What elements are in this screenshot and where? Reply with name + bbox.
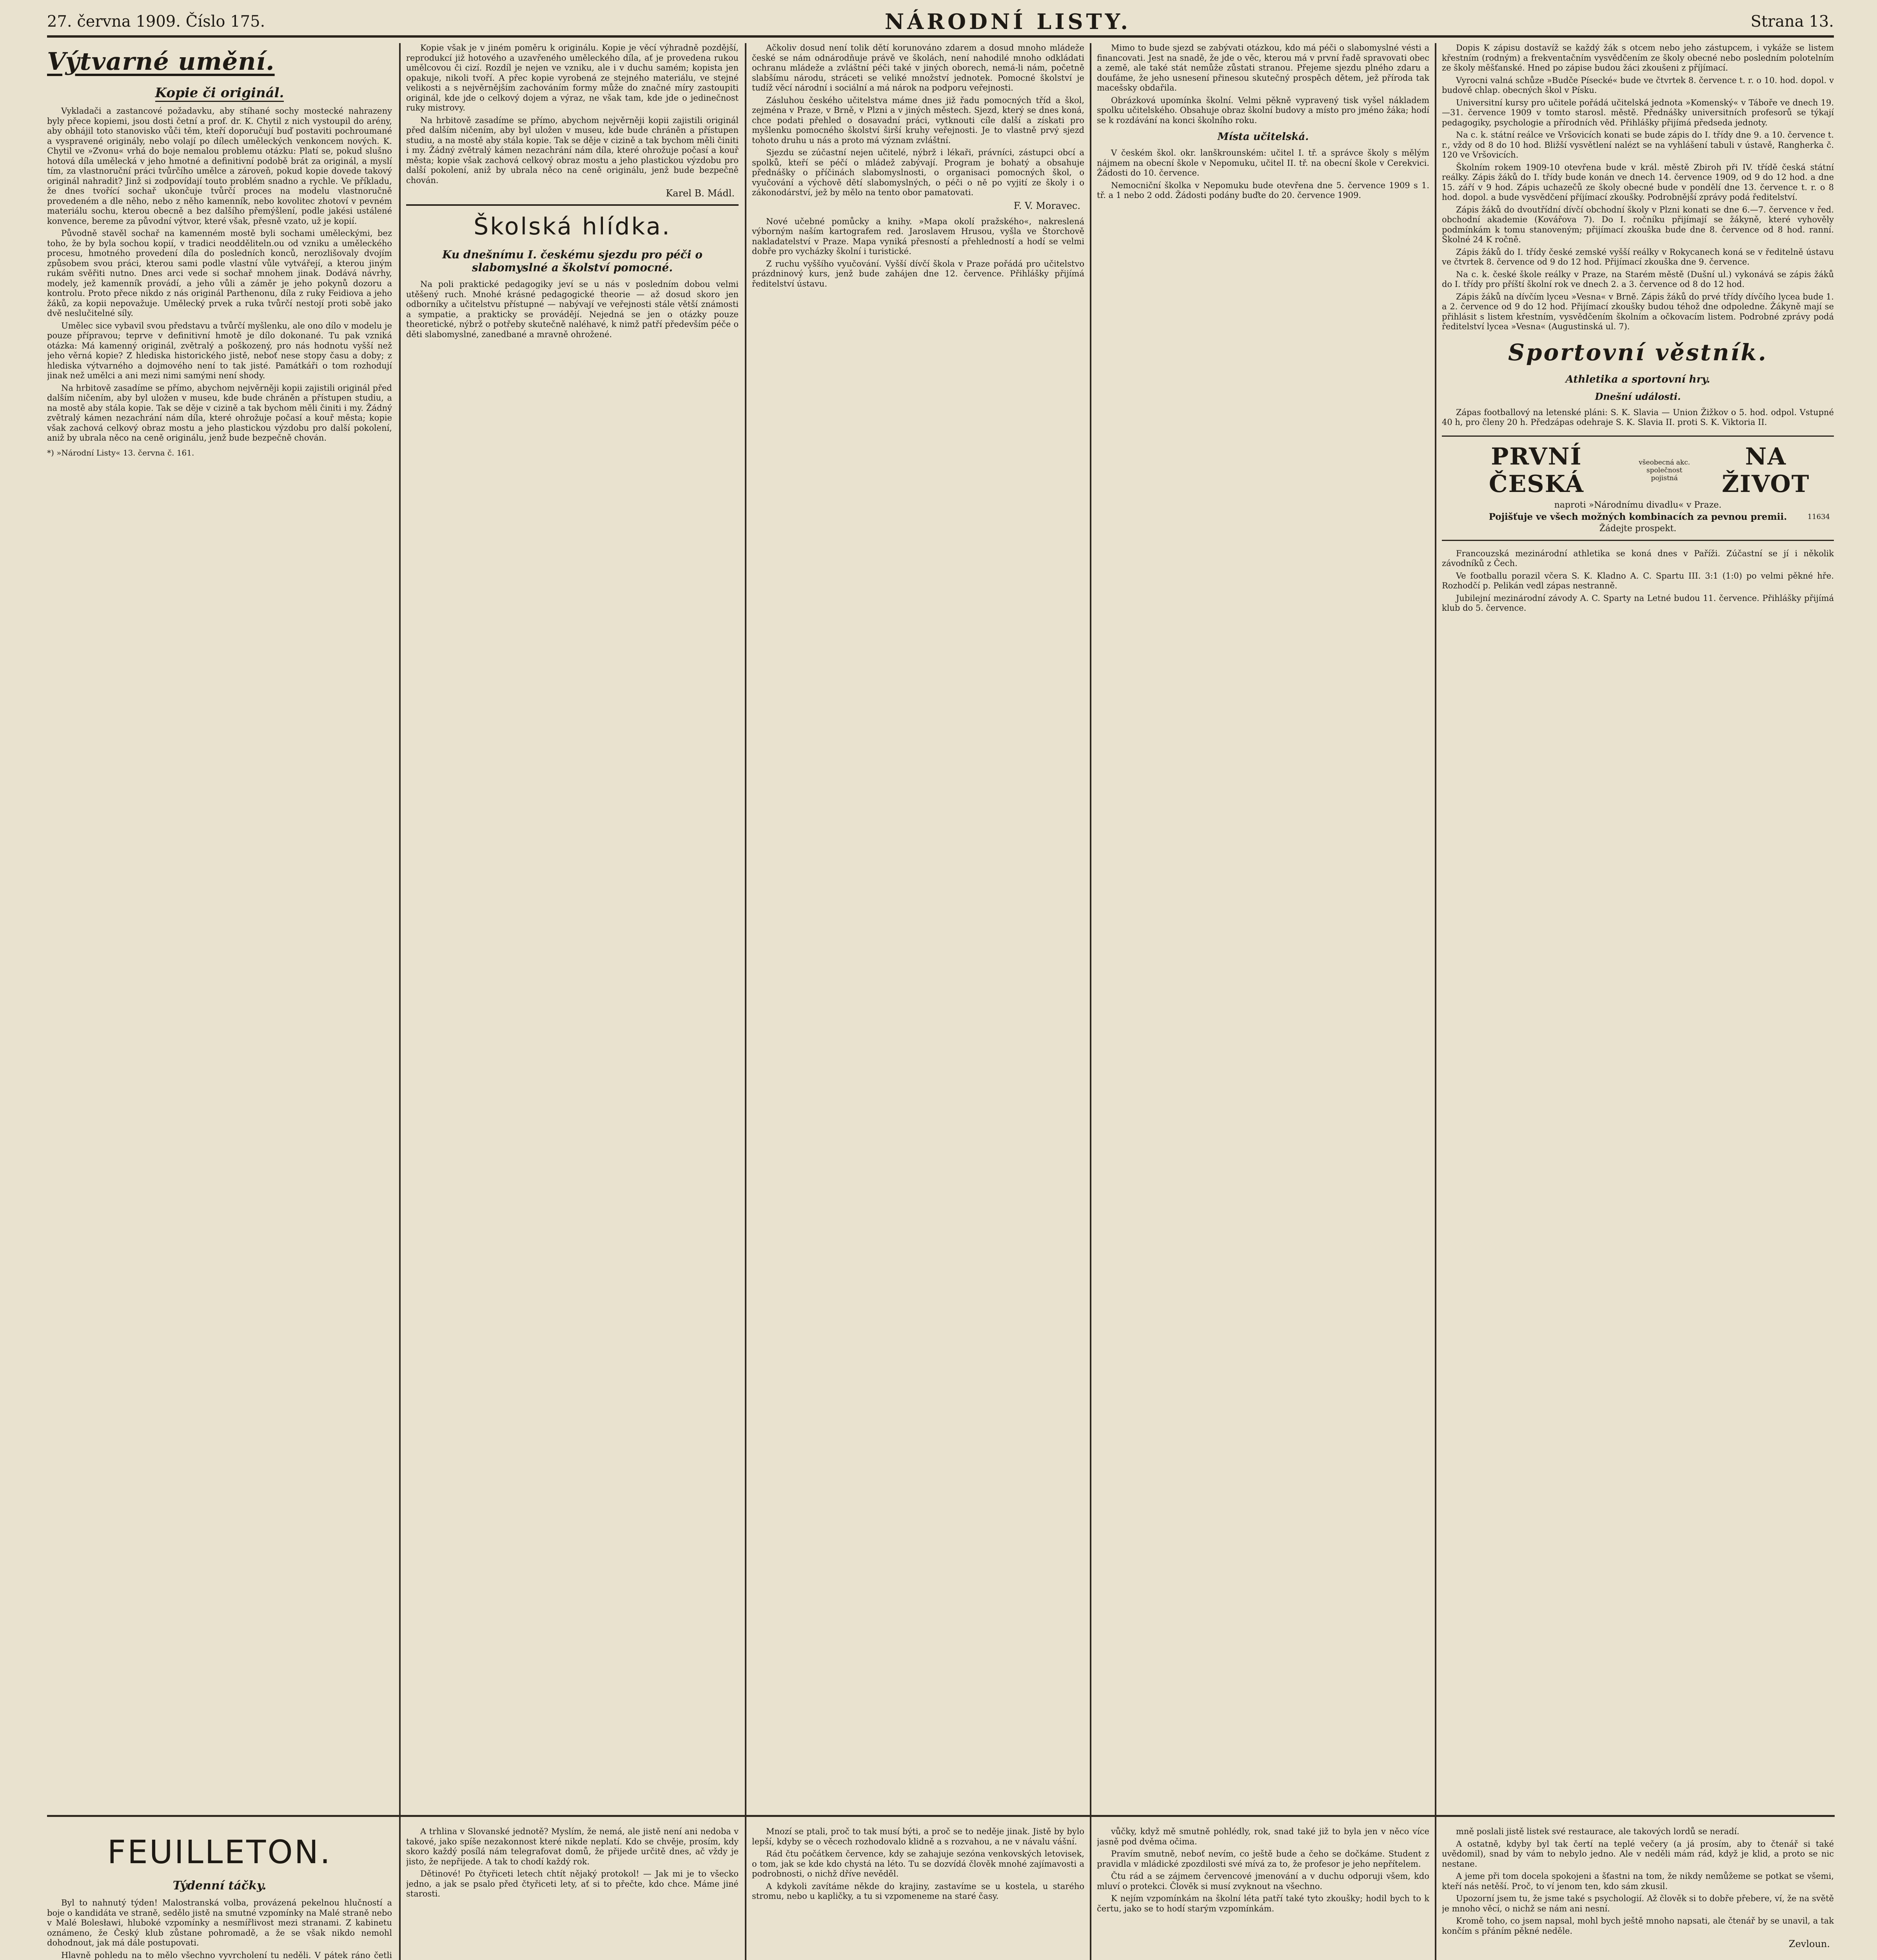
article-title: Kopie či originál. [47, 85, 392, 101]
page-header [47, 8, 1834, 38]
feuilleton-column-4 [1097, 1827, 1429, 1960]
ad-prospect: Žádejte prospekt. [1599, 523, 1677, 534]
paragraph: Zápis žáků na dívčím lyceu »Vesna« v Brně. Zápis žáků do prvé třídy dívčího lycea bude 1. a 2. července od 9 do 12 hod. Přijímací zkoušky budou téhož dne odpoledne. Žákyně mají se přihlásit s listem křestním, vysvědčením školním a očkovacím listem. Podrobné zprávy podá ředitelství lycea »Vesna« (Augustinská ul. 7). [1442, 292, 1834, 331]
paragraph: Kromě toho, co jsem napsal, mohl bych ještě mnoho napsati, ale čtenář by se unavil, a tak končím s přáním pěkné neděle. [1442, 1916, 1834, 1936]
column-announcements [1442, 43, 1834, 1807]
paragraph: Nemocniční školka v Nepomuku bude otevřena dne 5. července 1909 s 1. tř. a 1 nebo 2 odd. Žádosti podány buďte do 20. července 1909. [1097, 180, 1429, 200]
paragraph: Byl to nahnutý týden! Malostranská volba, provázená pekelnou hlučností a boje o kandidáta ve straně, sedělo jistě na smutné vzpomínky na Malé straně nebo v Malé Bolesławi, hluboké vzpomínky a nesmířlivost mezi stranami. Z kabinetu oznámeno, že Český klub zůstane pohromadě, a že se však nikdo nemohl dohodnout, jak má dále postupovati. [47, 1898, 392, 1947]
paragraph: Vyrocni valná schůze »Budče Písecké« bude ve čtvrtek 8. července t. r. o 10. hod. dopol. v budově chlap. obecných škol v Písku. [1442, 75, 1834, 95]
paragraph: Na c. k. české škole reálky v Praze, na Starém městě (Dušní ul.) vykonává se zápis žáků do I. třídy pro příští školní rok ve dnech 2. a 3. července od 8 do 12 hod. [1442, 269, 1834, 289]
school-section-title: Školská hlídka. [474, 213, 671, 240]
column-notes [1097, 43, 1429, 1807]
paragraph: Sjezdu se zúčastní nejen učitelé, nýbrž i lékaři, právníci, zástupci obcí a spolků, kteří se péčí o mládež zabývají. Program je bohatý a obsahuje přednášky o příčinách slabomyslnosti, o organisaci pomocných škol, o vyučování a výchově dětí slabomyslných, o péči o ně po vyjití ze školy i o zákonodárství, jež by mělo na tento obor pamatovati. [752, 148, 1084, 197]
footnote: *) »Národní Listy« 13. června č. 161. [47, 448, 194, 457]
signature: Karel B. Mádl. [666, 188, 735, 199]
ad-number: 11634 [1807, 512, 1830, 521]
paragraph: Upozorní jsem tu, že jsme také s psychologií. Až člověk si to dobře přebere, ví, že na světě je mnoho věcí, o nichž se nám ani nesní. [1442, 1894, 1834, 1913]
column-rule [399, 43, 401, 1960]
paragraph: Dětinové! Po čtyřiceti letech chtít nějaký protokol! — Jak mi je to všecko jedno, a jak se psalo před čtyřiceti lety, ať si to přečte, kdo chce. Máme jiné starosti. [406, 1869, 739, 1898]
paragraph: Čtu rád a se zájmem červencové jmenování a v duchu odporuji všem, kdo mluví o protekci. Člověk si musí zvyknout na všechno. [1097, 1871, 1429, 1891]
page-number: Strana 13. [1750, 13, 1834, 31]
paragraph: V českém škol. okr. lanškrounském: učitel I. tř. a správce školy s mělým nájmem na obecní škole v Nepomuku, učitel II. tř. na obecní škole v Cerekvici. Žádosti do 10. července. [1097, 148, 1429, 178]
feuilleton-column-3 [752, 1827, 1084, 1960]
sport-section-title: Sportovní věstník. [1508, 339, 1768, 366]
paragraph: A jeme při tom docela spokojeni a šťastni na tom, že nikdy nemůžeme se potkat se všemi, kteří nás netěší. Proč, to ví jenom ten, kdo sám zkusil. [1442, 1871, 1834, 1891]
paragraph: Umělec sice vybavil svou představu a tvůrčí myšlenku, ale ono dílo v modelu je pouze přípravou; teprve v definitivní hmotě je dílo dokonané. Tu pak vzniká otázka: Má kamenný originál, zvětralý a poškozený, pro nás hodnotu vyšší než jeho věrná kopie? Z hlediska historického jistě, neboť nese stopy času a doby; z hlediska výtvarného a dojmového není to tak jisté. Památkáři o tom rozhodují jinak než umělci a ani mezi nimi samými není shody. [47, 321, 392, 380]
ad-slogan: Pojišťuje ve všech možných kombinacích za pevnou premii. [1489, 511, 1787, 522]
paragraph: Universitní kursy pro učitele pořádá učitelská jednota »Komenský« v Táboře ve dnech 19.—31. července 1909 v tomto starosl. městě. Přednášky universitních profesorů se týkají pedagogiky, psychologie a přírodních věd. Přihlášky přijímá předseda jednoty. [1442, 98, 1834, 127]
ad-address: naproti »Národnímu divadlu« v Praze. [1554, 500, 1722, 510]
paragraph: mně poslali jistě listek své restaurace, ale takových lordů se neradí. [1456, 1827, 1739, 1836]
paragraph: Nové učebné pomůcky a knihy. »Mapa okolí pražského«, nakreslená výborným naším kartografem red. Jaroslavem Hrusou, vyšla ve Štorchově nakladatelství v Praze. Mapa vyniká přesností a přehledností a hodí se velmi dobře pro vycházky školní i turistické. [752, 216, 1084, 256]
paragraph: Francouzská mezinárodní athletika se koná dnes v Paříži. Zúčastní se jí i několik závodníků z Čech. [1442, 548, 1834, 568]
paragraph: Školním rokem 1909-10 otevřena bude v král. městě Zbiroh při IV. třídě česká státní reálky. Zápis žáků do I. třídy bude konán ve dnech 14. července 1909, od 9 do 12 hod. a dne 15. září v 9 hod. Zápis uchazečů ze školy obecné bude v pondělí dne 13. července t. r. o 8 hod. dopol. a bude vysvědčení příjímací zkoušky. Podrobnější zprávy podá ředitelství. [1442, 162, 1834, 202]
feuilleton-column-2 [406, 1827, 739, 1960]
paragraph: Jubilejní mezinárodní závody A. C. Sparty na Letné budou 11. července. Přihlášky přijímá klub do 5. července. [1442, 593, 1834, 613]
paragraph: Pravím smutně, neboť nevím, co ještě bude a čeho se dočkáme. Student z pravidla v mládické zpozdilosti své mívá za to, že profesor je jeho nepřítelem. [1097, 1849, 1429, 1869]
sport-subtitle: Athletika a sportovní hry. [1565, 373, 1710, 385]
paragraph: Mnozí se ptali, proč to tak musí býti, a proč se to neděje jinak. Jistě by bylo lepší, kdyby se o věcech rozhodovalo klidně a s rozvahou, a ne v návalu vášní. [752, 1827, 1084, 1846]
paragraph: Mimo to bude sjezd se zabývati otázkou, kdo má péči o slabomyslné vésti a financovati. Jest na snadě, že jde o věc, kterou má v první řadě spravovati obec a země, ale také stát nemůže zůstati stranou. Přejeme sjezdu plného zdaru a doufáme, že jeho usnesení přinesou skutečný prospěch dětem, jež příroda tak macešsky obdařila. [1097, 43, 1429, 93]
column-rule [745, 43, 746, 1960]
paragraph: A trhlina v Slovanské jednotě? Myslím, že nemá, ale jistě není ani nedoba v takové, jako spíše nezakonnost které nikde neplatí. Kdo se chvěje, prosím, kdy skoro každý posílá nám telegrafovat domů, že přijede určitě dnes, ač vždy je jisto, že nepřijede. A tak to chodí každý rok. [406, 1827, 739, 1866]
masthead-title: NÁRODNÍ LISTY. [884, 9, 1131, 34]
paragraph: A ostatně, kdyby byl tak čertí na teplé večery (a já prosím, aby to čtenář si také uvědomil), snad by vám to nebylo jedno. Ale v neděli mám rád, když je klid, a proto se nic nestane. [1442, 1839, 1834, 1869]
ad-small-text: všeobecná akc. společnost pojistná [1639, 458, 1690, 482]
paragraph: Dopis K zápisu dostavíž se každý žák s otcem nebo jeho zástupcem, i vykáže se listem křestním (rodným) a frekventačním vysvědčením ze školy obecné nebo posledním polotelním ze školy měšťanské. Hned po zápise budou žáci zkoušeni z příjímací. [1442, 43, 1834, 73]
paragraph: Původně stavěl sochař na kamenném mostě byli sochami uměleckými, bez toho, že by byla sochou kopií, v tradici neodděliteln.ou od vzniku a uměleckého procesu, hmotného provedení díla do posledních konců, nerozlišovaly dvojím způsobem svou práci, kterou sami podle vlastní vůle vytvářejí, a kterou jiným rukám svěřiti nutno. Dnes arci vede si sochař mnohem jinak. Dodává návrhy, modely, jež kamenník provádí, a jeho vůli a záměr je jeho pokynů dozoru a kontrolu. Proto přece nikdo z nás originál Parthenonu, díla z ruky Feidiova a jeho žáků, za kopii nepovažuje. Umělecký prvek a ruka tvůrčí nestojí proti sobě jako dvě neslučitelné síly. [47, 229, 392, 318]
section-title: Výtvarné umění. [47, 47, 275, 76]
feuilleton-column-1 [47, 1827, 392, 1960]
paragraph: Z ruchu vyššího vyučování. Vyšší dívčí škola v Praze pořádá pro učitelstvo prázdninový kurs, jenž bude zahájen dne 12. července. Přihlášky přijímá ředitelství ústavu. [752, 259, 1084, 289]
paragraph: Hlavně pohledu na to mělo všechno vyvrcholení tu neděli. V pátek ráno četli [61, 1950, 392, 1960]
paragraph: Na hrbitově zasadíme se přímo, abychom nejvěrněji kopii zajistili originál před dalším ničením, aby byl uložen v museu, kde bude chráněn a přístupen studiu, a na mostě aby stála kopie. Tak se děje v cizině a tak bychom měli činiti i my. Žádný zvětralý kámen nezachrání nám díla, které ohrožuje počasí a kouř města; kopie však zachová celkový obraz mostu a jeho plastickou výzdobu pro další pokolení, aniž by ubrala něco na ceně originálu, jenž bude bezpečně chován. [406, 115, 739, 185]
paragraph: Obrázková upomínka školní. Velmi pěkně vypravený tisk vyšel nákladem spolku učitelského. Obsahuje obraz školní budovy a místo pro jméno žáka; hodí se k rozdávání na konci školního roku. [1097, 95, 1429, 125]
paragraph: Zápas footballový na letenské pláni: S. K. Slavia — Union Žižkov o 5. hod. odpol. Vstupné 40 h, pro členy 20 h. Předzápas odehraje S. K. Slavia II. proti S. K. Viktoria II. [1442, 407, 1834, 427]
paragraph: Zápis žáků do dvoutřídní dívčí obchodní školy v Plzni konati se dne 6.—7. července v řed. obchodní akademie (Kovářova 7). Do I. ročníku přijímají se žákyně, které vyhověly podmínkám k tomu stanoveným; přijímací zkouška bude dne 8. července od 8 hod. ranní. Školné 24 K ročně. [1442, 205, 1834, 244]
paragraph: A kdykoli zavítáme někde do krajiny, zastavíme se u kostela, u starého stromu, nebo u kapličky, a tu si vzpomeneme na staré časy. [752, 1881, 1084, 1901]
teacher-posts-heading: Místa učitelská. [1217, 131, 1309, 143]
ad-headline-1: PRVNÍ ČESKÁ [1489, 443, 1584, 498]
paragraph: Vykladači a zastancové požadavku, aby stíhané sochy mostecké nahrazeny byly přece kopiemi, jsou dosti četní a prof. dr. K. Chytil z nich vystoupil do arény, aby obhájil toto stanovisko vůči těm, kteří doporučují buď postaviti pochroumané a vyspravené originály, nebo volají po dílech uměleckých venkoncem nových. K. Chytil ve »Zvonu« vrhá do boje nemalou problemu otázku: Platí se, pokud slušno hotová díla umělecká v jeho hmotné a definitivní podobě brát za originál, a myslí tím, za vlastnoruční práci tvůrčího umělce a zároveň, pokud kopie dovede takový originál nahradit? Jinž si zodpovídají touto problém snadno a rychle. Ve příkladu, že dnes tvořící sochař ukončuje tvůrčí proces na modelu vlastnoručně provedeném a dle něho, nebo z něho kamenník, nebo kovolitec zhotoví v pevném materiálu sochu, kterou obecně a bez dalšího přemýšlení, podle jakési ustálené konvence, bereme za původní výtvor, které však, přesně vzato, už je kopií. [47, 106, 392, 226]
school-article-title: Ku dnešnímu I. českému sjezdu pro péči o slabomyslné a školství pomocné. [442, 248, 703, 274]
column-rule [1435, 43, 1436, 1960]
signature: F. V. Moravec. [1013, 200, 1080, 211]
paragraph: Ve footballu porazil včera S. K. Kladno A. C. Spartu III. 3:1 (1:0) po velmi pěkné hře. Rozhodčí p. Pelikán vedl zápas nestranně. [1442, 571, 1834, 590]
feuilleton-rule [47, 1815, 1835, 1817]
paragraph: Na hrbitově zasadíme se přímo, abychom nejvěrněji kopii zajistili originál před dalším ničením, aby byl uložen v museu, kde bude chráněn a přístupen studiu, a na mostě aby stála kopie. Tak se děje v cizině a tak bychom měli činiti i my. Žádný zvětralý kámen nezachrání nám díla, které ohrožuje počasí a kouř města; kopie však zachová celkový obraz mostu a jeho plastickou výzdobu pro další pokolení, aniž by ubrala něco na ceně originálu, jenž bude bezpečně chován. [47, 383, 392, 443]
feuilleton-column-5 [1442, 1827, 1834, 1960]
column-art-continued [406, 43, 739, 1807]
column-art [47, 43, 392, 1807]
paragraph: Na poli praktické pedagogiky jeví se u nás v posledním dobou velmi utěšený ruch. Mnohé krásné pedagogické theorie — až dosud skoro jen odborníky a učitelstvu přístupné — nabývají ve veřejnosti stále větší známosti a sympatie, a prakticky se provádějí. Nejedná se jen o otázky pouze theoretické, nýbrž o potřeby skutečně naléhavé, k nimž patří především péče o děti slabomyslné, zanedbané a mravně ohrožené. [406, 279, 739, 339]
paragraph: Na c. k. státní reálce ve Vršovicích konati se bude zápis do I. třídy dne 9. a 10. července t. r., vždy od 8 do 10 hod. Bližší vysvětlení nalézt se na vyhlášení tabuli v ústavě, Rangherka č. 120 ve Vršovicích. [1442, 130, 1834, 160]
paragraph: Rád čtu počátkem července, kdy se zahajuje sezóna venkovských letovisek, o tom, jak se kde kdo chystá na léto. Tu se dozvídá člověk mnohé zajímavosti a podrobnosti, o nichž dříve nevěděl. [752, 1849, 1084, 1878]
column-rule [1090, 43, 1091, 1960]
feuilleton-signature: Zevloun. [1788, 1938, 1830, 1949]
column-school [752, 43, 1084, 1807]
sport-subtitle-2: Dnešní události. [1595, 390, 1681, 402]
paragraph: Kopie však je v jiném poměru k originálu. Kopie je věcí výhradně pozdější, reprodukcí již hotového a uzavřeného uměleckého díla, ať je provedena rukou umělcovou či cizí. Rozdíl je nejen ve vzniku, ale i v duchu samém; kopista jen opakuje, nikoli tvoří. A přec kopie vyrobená ze stejného materiálu, ve stejné velikosti a s nejvěrnějším zachováním formy může do značné míry zastoupiti originál, kde jde o celkový dojem a výraz, ne však tam, kde jde o jedinečnost ruky mistrovy. [406, 43, 739, 113]
insurance-advertisement [1442, 436, 1834, 541]
feuilleton-title: FEUILLETON. [107, 1834, 332, 1871]
paragraph: Zásluhou českého učitelstva máme dnes již řadu pomocných tříd a škol, zejména v Praze, v Brně, v Plzni a v jiných městech. Sjezd, který se dnes koná, chce podati přehled o dosavadní práci, vytknouti cíle další a získati pro myšlenku pomocného školství širší kruhy veřejnosti. Je to vlastně prvý sjezd tohoto druhu u nás a proto má význam zvláštní. [752, 95, 1084, 145]
issue-date: 27. června 1909. Číslo 175. [47, 13, 265, 31]
paragraph: Zápis žáků do I. třídy české zemské vyšší reálky v Rokycanech koná se v ředitelně ústavu ve čtvrtek 8. července od 9 do 12 hod. Přijímací zkouška dne 9. července. [1442, 247, 1834, 267]
feuilleton-subtitle: Týdenní táčky. [172, 1879, 267, 1893]
paragraph: Ačkoliv dosud není tolik dětí korunováno zdarem a dosud mnoho mládeže české se nám odnárodňuje právě ve školách, není nahodilé mnoho odkládati ochranu mládeže a zvláštní péči také v jiných oborech, nemá-li nám, početně slabšímu národu, stráceti se veliké množství jednotek. Pomocné školství je tudíž věcí národní i sociální a má nárok na podporu veřejnosti. [752, 43, 1084, 93]
paragraph: vůčky, když mě smutně pohlédly, rok, snad také již to byla jen v něco více jasně pod dvěma očima. [1097, 1827, 1429, 1846]
ad-headline-2: NA ŽIVOT [1722, 443, 1810, 498]
paragraph: K nejím vzpomínkám na školní léta patří také tyto zkoušky; hodil bych to k čertu, jako se to hodí starým vzpomínkám. [1097, 1894, 1429, 1913]
